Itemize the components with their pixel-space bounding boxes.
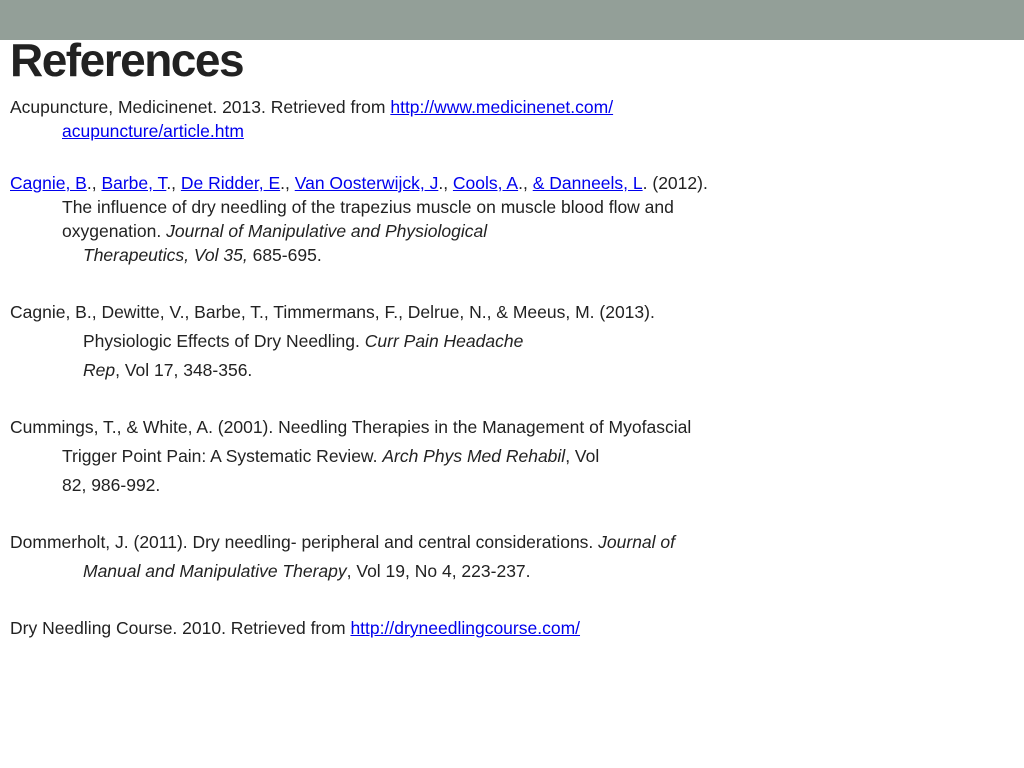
reference-line: Dry Needling Course. 2010. Retrieved from http://dryneedlingcourse.com/ [10,618,581,638]
reference-link[interactable]: http://dryneedlingcourse.com/ [350,618,581,638]
reference-line: oxygenation. Journal of Manipulative and Physiological [62,221,488,241]
reference-line: Dommerholt, J. (2011). Dry needling- peripheral and central considerations. Journal of [10,532,676,552]
journal-title: Rep [83,360,116,380]
reference-line: The influence of dry needling of the trapezius muscle on muscle blood flow and [62,197,674,217]
reference-link[interactable]: acupuncture/article.htm [62,121,244,141]
author-link[interactable]: Cagnie, B [10,173,87,193]
journal-title: Journal of [598,532,676,552]
reference-line: Physiologic Effects of Dry Needling. Curr Pain Headache [83,331,524,351]
reference-line: Therapeutics, Vol 35, 685-695. [83,245,322,265]
reference-line: Manual and Manipulative Therapy, Vol 19, No 4, 223-237. [83,561,531,581]
reference-line: Acupuncture, Medicinenet. 2013. Retrieved from http://www.medicinenet.com/ [10,97,614,117]
reference-line: Rep, Vol 17, 348-356. [83,360,253,380]
journal-title: Manual and Manipulative Therapy [83,561,347,581]
reference-line: 82, 986-992. [62,475,161,495]
reference-line: Cagnie, B., Dewitte, V., Barbe, T., Timmermans, F., Delrue, N., & Meeus, M. (2013). [10,302,655,322]
reference-link[interactable]: http://www.medicinenet.com/ [390,97,614,117]
journal-title: Therapeutics, Vol 35, [83,245,248,265]
reference-line: Cagnie, B., Barbe, T., De Ridder, E., Van Oosterwijck, J., Cools, A., & Danneels, L. (2012). [10,173,708,193]
author-link[interactable]: Cools, A [452,173,519,193]
author-link[interactable]: De Ridder, E [180,173,281,193]
journal-title: Journal of Manipulative and Physiological [166,221,488,241]
reference-line [62,119,244,143]
journal-title: Arch Phys Med Rehabil [382,446,566,466]
author-link[interactable]: & Danneels, L [532,173,643,193]
reference-line: Cummings, T., & White, A. (2001). Needling Therapies in the Management of Myofascial [10,417,692,437]
journal-title: Curr Pain Headache [364,331,524,351]
author-link[interactable]: Van Oosterwijck, J [294,173,439,193]
page-title: References [10,34,244,86]
author-link[interactable]: Barbe, T [101,173,167,193]
reference-line: Trigger Point Pain: A Systematic Review. Arch Phys Med Rehabil, Vol [62,446,600,466]
